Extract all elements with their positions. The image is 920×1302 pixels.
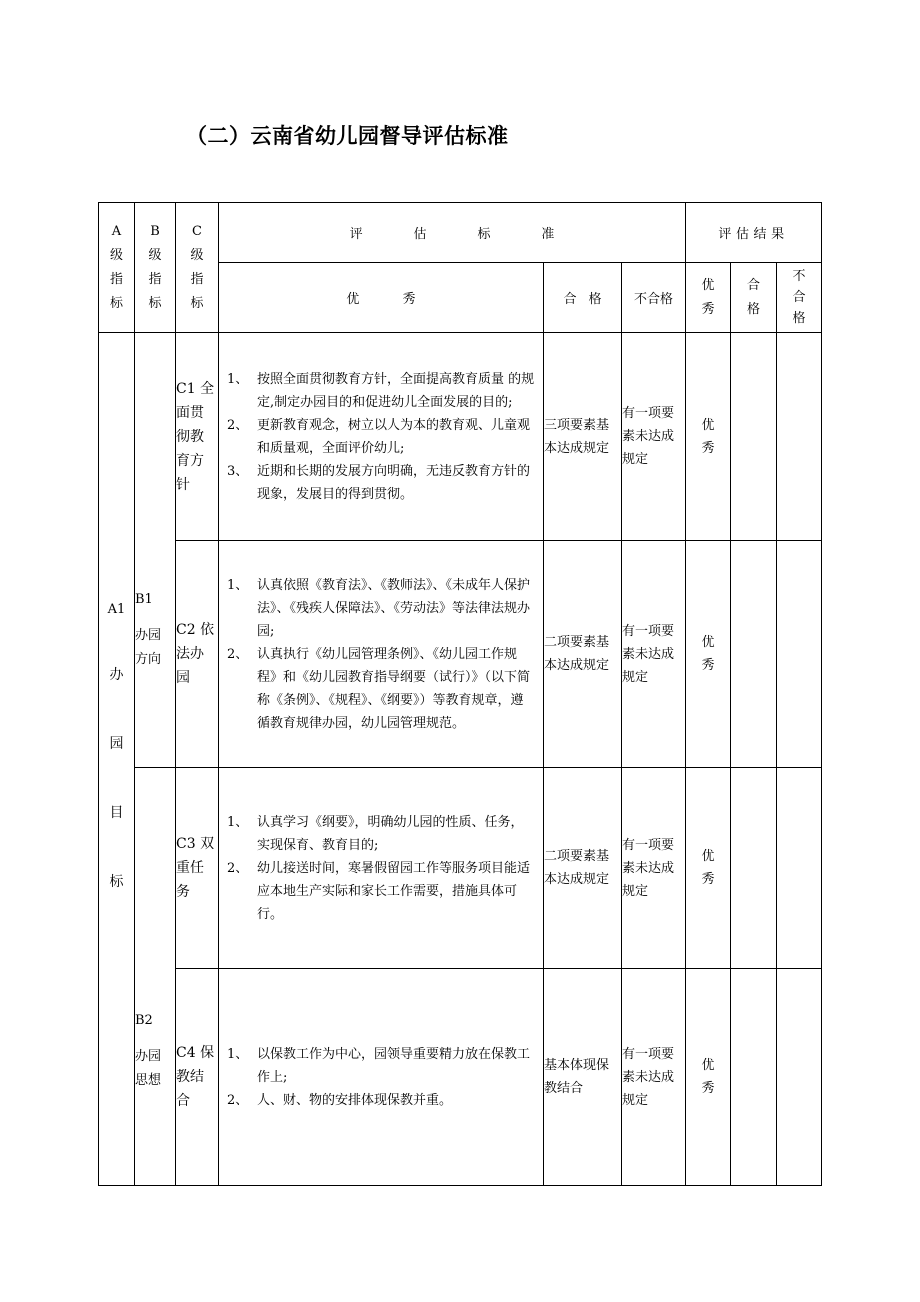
a1-cell [99,333,135,1186]
criteria-header: 评 估 标 准 [219,203,686,263]
a1-char: 标 [109,873,124,890]
c3-result-fail-empty [777,768,822,969]
c2-result: 优 秀 [686,541,731,768]
c1-result: 优 秀 [686,333,731,541]
c4-criteria-pass: 基本体现保教结合 [544,969,622,1186]
result-fail-header: 不 合 格 [777,263,822,333]
c3-criteria-excellent [219,768,544,969]
b1-cell [135,333,176,768]
c4-result: 优 秀 [686,969,731,1186]
b1-name-line: 办园 [135,628,162,643]
c2-indicator: C2 依 法办 园 [176,541,219,768]
c1-result-pass-empty [731,333,777,541]
a1-code: A1 [107,601,126,617]
result-pass-header: 合 格 [731,263,777,333]
results-header: 评估结果 [686,203,822,263]
c2-result-pass-empty [731,541,777,768]
c1-criteria-excellent [219,333,544,541]
c1-criteria-pass: 三项要素基本达成规定 [544,333,622,541]
criteria-item: 1、 按照全面贯彻教育方针，全面提高教育质量 的规定,制定办园目的和促进幼儿全面发展的目的; [227,371,535,410]
criteria-item: 2、 更新教育观念，树立以人为本的教育观、儿童观和质量观，全面评价幼儿; [227,417,531,456]
c1-indicator: C1 全 面贯 彻教 育方 针 [176,333,219,541]
c1-criteria-fail: 有一项要素未达成规定 [622,333,686,541]
evaluation-table [98,202,822,1186]
c2-result-fail-empty [777,541,822,768]
result-excellent-header: 优 秀 [686,263,731,333]
c4-indicator: C4 保 教结 合 [176,969,219,1186]
criteria-item: 3、 近期和长期的发展方向明确，无违反教育方针的现象，发展目的得到贯彻。 [227,463,531,502]
c1-result-fail-empty [777,333,822,541]
c2-criteria-pass: 二项要素基本达成规定 [544,541,622,768]
criteria-item: 1、 以保教工作为中心，园领导重要精力放在保教工作上; [227,1046,531,1085]
page-title: （二）云南省幼儿园督导评估标准 [186,124,509,148]
a-level-header: A 级 指 标 [99,203,135,333]
criteria-item: 2、 认真执行《幼儿园管理条例》、《幼儿园工作规程》和《幼儿园教育指导纲要（试行）》（以下简称《条例》、《规程》、《纲要》）等教育规章，遵循教育规律办园，幼儿园管理规范。 [227,646,531,731]
c-level-header: C 级 指 标 [176,203,219,333]
c3-indicator: C3 双 重任 务 [176,768,219,969]
pass-header: 合 格 [544,263,622,333]
b-level-header: B 级 指 标 [135,203,176,333]
b1-code: B1 [135,592,153,607]
b1-name-line: 方向 [135,652,162,667]
criteria-item: 2、 幼儿接送时间，寒暑假留园工作等服务项目能适应本地生产实际和家长工作需要，措施具体可行。 [227,860,531,922]
b2-code: B2 [135,1012,153,1028]
b2-name-line: 思想 [135,1072,162,1088]
a1-char: 园 [109,735,124,752]
b2-cell [135,768,176,1186]
c3-result: 优 秀 [686,768,731,969]
c3-criteria-pass: 二项要素基本达成规定 [544,768,622,969]
criteria-item: 2、 人、财、物的安排体现保教并重。 [227,1092,453,1108]
c4-criteria-fail: 有一项要素未达成规定 [622,969,686,1186]
a1-char: 目 [109,804,124,821]
c2-criteria-excellent [219,541,544,768]
c2-criteria-fail: 有一项要素未达成规定 [622,541,686,768]
c3-result-pass-empty [731,768,777,969]
c4-criteria-excellent [219,969,544,1186]
criteria-item: 1、 认真依照《教育法》、《教师法》、《未成年人保护法》、《残疾人保障法》、《劳动法》等法律法规办园; [227,577,531,639]
fail-header: 不合格 [622,263,686,333]
criteria-item: 1、 认真学习《纲要》，明确幼儿园的性质、任务，实现保育、教育目的; [227,814,524,853]
excellent-header: 优 秀 [219,263,544,333]
c4-result-pass-empty [731,969,777,1186]
c4-result-fail-empty [777,969,822,1186]
b2-name-line: 办园 [135,1048,162,1064]
c3-criteria-fail: 有一项要素未达成规定 [622,768,686,969]
a1-char: 办 [109,666,124,683]
